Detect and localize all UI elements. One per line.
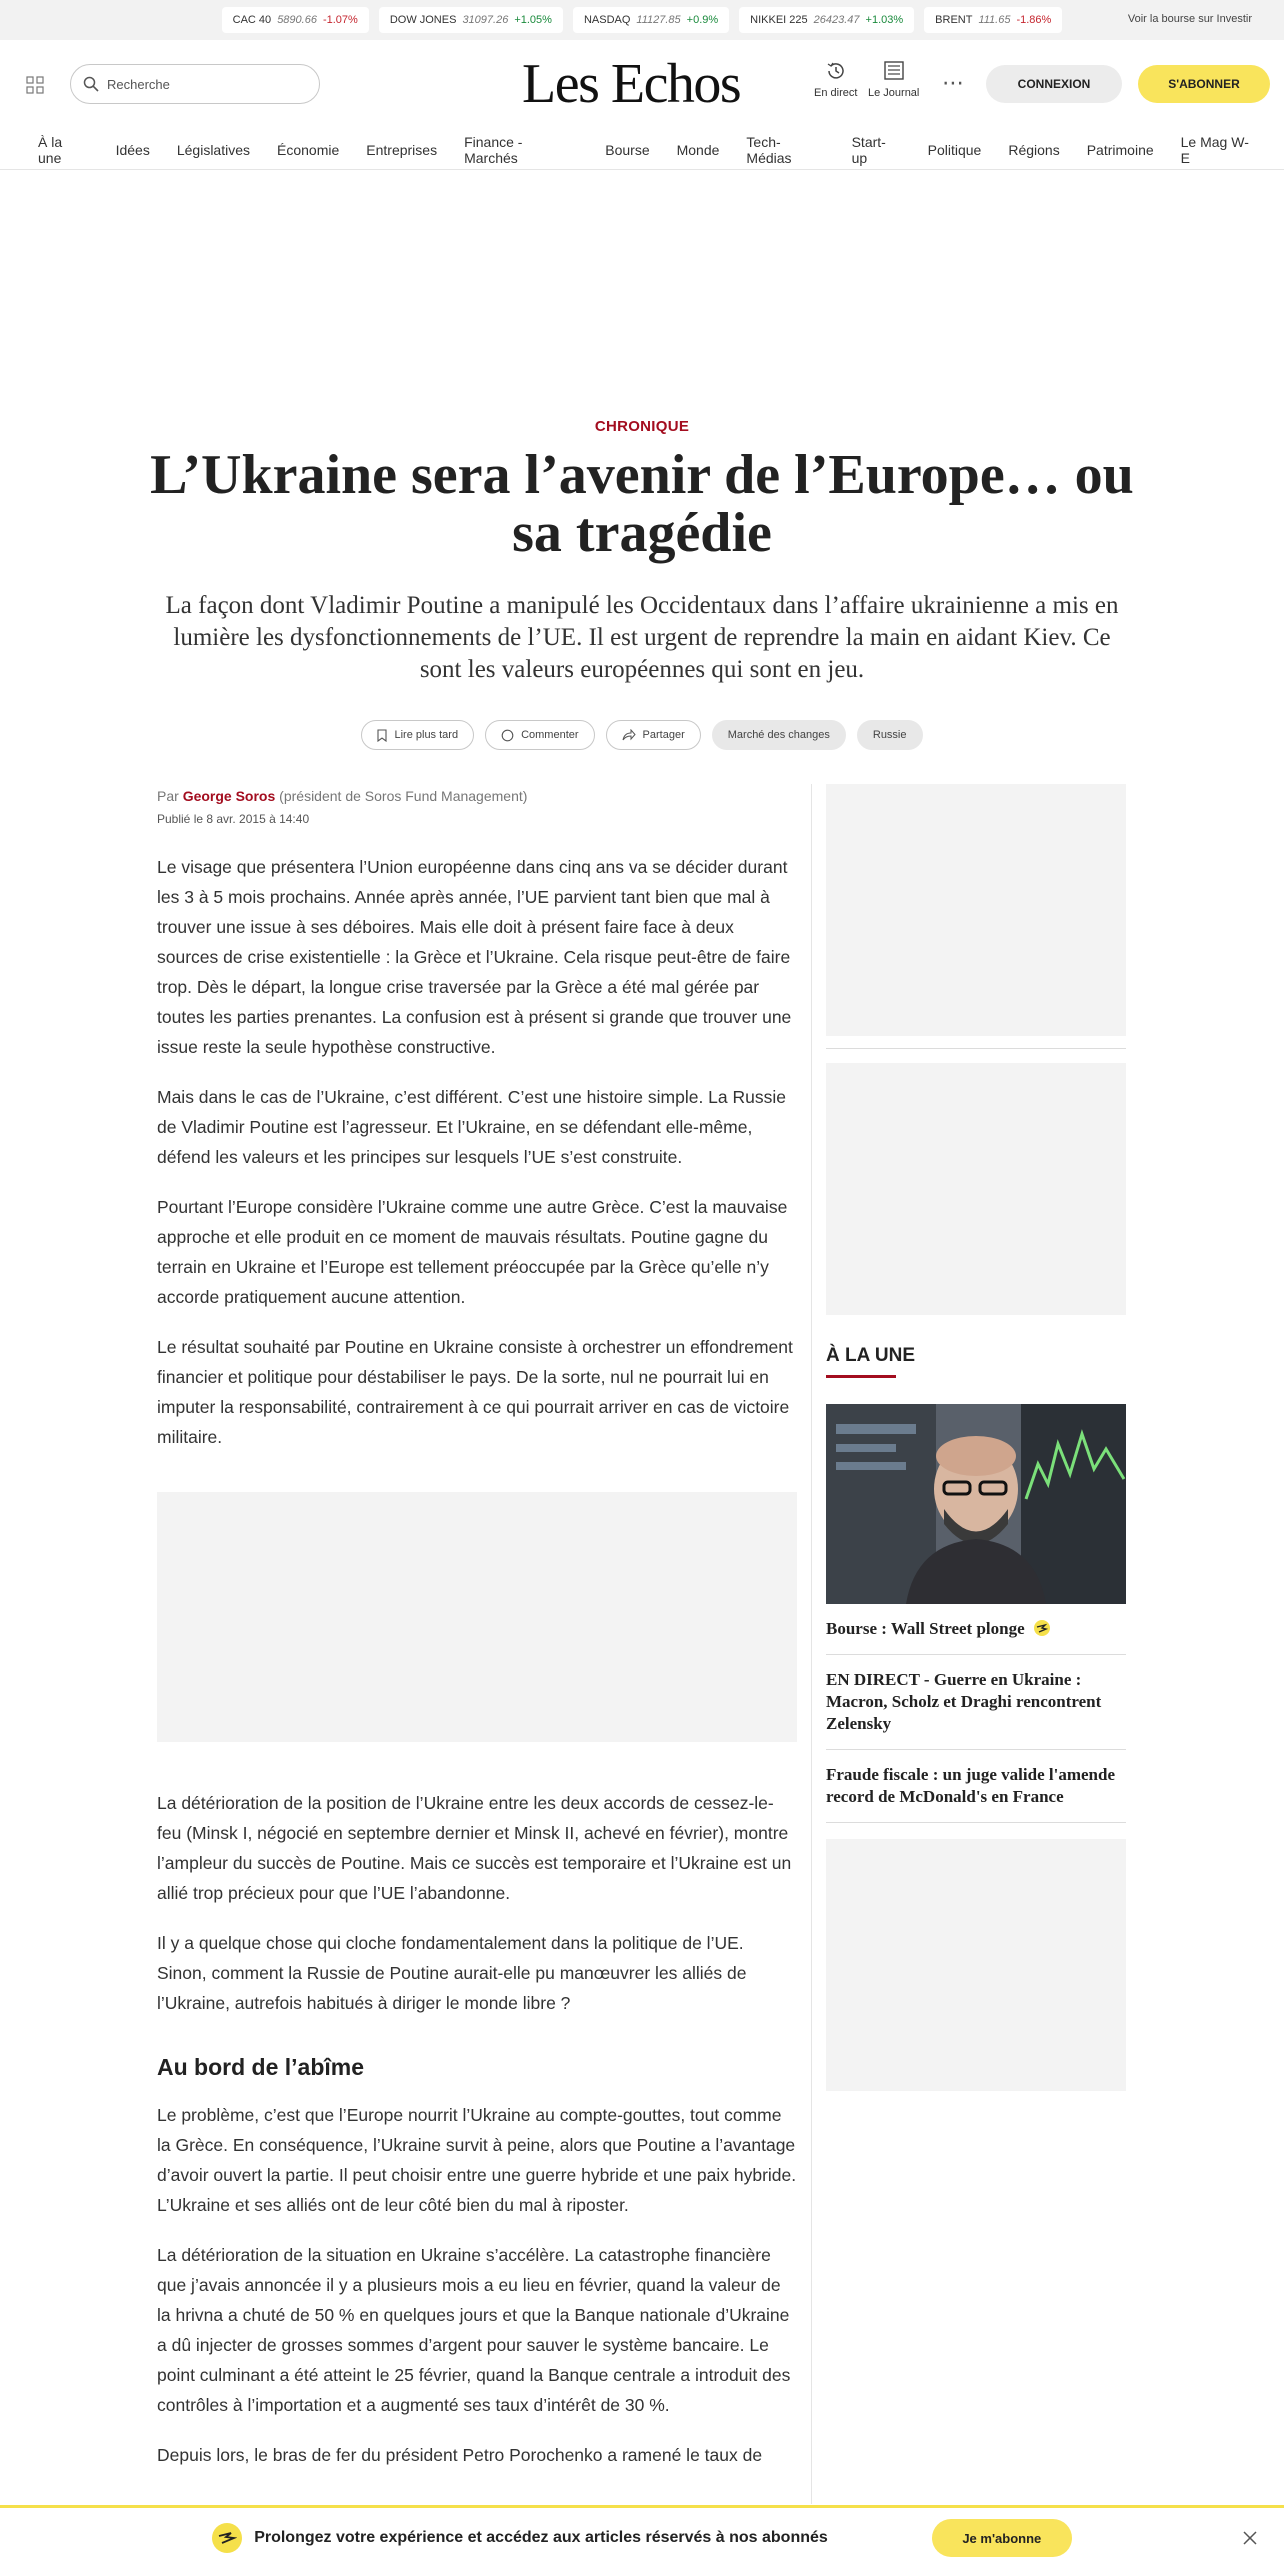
read-later-label: Lire plus tard bbox=[394, 729, 459, 741]
ticker-item[interactable] bbox=[573, 7, 729, 33]
login-button[interactable]: CONNEXION bbox=[986, 65, 1122, 103]
share-label: Partager bbox=[642, 729, 685, 741]
trader-photo[interactable] bbox=[826, 1404, 1126, 1604]
article-paragraph: La détérioration de la situation en Ukraine s’accélère. La catastrophe financière que j’avais annoncée il y a plusieurs mois a eu lieu en février, quand la valeur de la hrivna a chuté de 50 % en quelques jours et que la Banque nationale d’Ukraine a dû injecter de grosses sommes d’argent pour sauver le système bancaire. Le point culminant a été atteint le 25 février, quand la Banque centrale a introduit des contrôles à l’importation et a augmenté ses taux d’intérêt de 30 %. bbox=[157, 2245, 791, 2415]
publish-date: Publié le 8 avr. 2015 à 14:40 bbox=[157, 812, 310, 826]
sidebar-ad-placeholder bbox=[826, 1839, 1126, 2091]
ticker-item[interactable] bbox=[739, 7, 914, 33]
newspaper-icon bbox=[882, 60, 906, 82]
ticker-value: 31097.26 bbox=[462, 14, 509, 26]
ticker-item[interactable] bbox=[379, 7, 563, 33]
premium-badge-icon bbox=[1033, 1619, 1051, 1637]
search-box[interactable] bbox=[70, 64, 320, 104]
article-title: L’Ukraine sera l’avenir de l’Europe… ou sa tragédie bbox=[150, 444, 1134, 564]
ticker-name: CAC 40 bbox=[232, 14, 272, 26]
main-nav bbox=[0, 130, 1284, 170]
banner-subscribe-button[interactable]: Je m'abonne bbox=[932, 2519, 1072, 2557]
premium-badge-icon bbox=[212, 2523, 242, 2553]
article-lede: La façon dont Vladimir Poutine a manipulé les Occidentaux dans l’affaire ukrainienne a mis en lumière les dysfonctionnements de l’UE. Il est urgent de reprendre la main en aidant Kiev. Ce sont les valeurs européennes qui sont en jeu. bbox=[165, 592, 1119, 683]
nav-item[interactable]: Politique bbox=[927, 141, 982, 158]
nav-item[interactable]: Patrimoine bbox=[1086, 141, 1154, 158]
ticker-item[interactable] bbox=[924, 7, 1062, 33]
live-label: En direct bbox=[814, 87, 858, 99]
tag-pill[interactable]: Russie bbox=[857, 720, 923, 750]
sidebar bbox=[826, 784, 1126, 2091]
heading-underline bbox=[826, 1375, 896, 1378]
sidebar-ad-placeholder bbox=[826, 784, 1126, 1036]
article-paragraph: Le visage que présentera l’Union européenne dans cinq ans va se décider durant les 3 à 5 mois prochains. Année après année, l’UE parvient tant bien que mal à trouver une issue à ses déboires. Mais elle doit à présent faire face à deux sources de crise existentielle : la Grèce et l’Ukraine. Cela risque peut-être de faire trop. Dès le départ, la longue crise traversée par la Grèce a été mal gérée par toutes les parties prenantes. La confusion est à présent si grande que trouver une issue reste la seule hypothèse constructive. bbox=[157, 857, 792, 1057]
ticker-value: 111.65 bbox=[978, 14, 1011, 26]
ticker-name: NASDAQ bbox=[583, 14, 631, 26]
trader-illustration bbox=[826, 1404, 1126, 1604]
ticker-item[interactable] bbox=[222, 7, 369, 33]
nav-item[interactable]: Start-up bbox=[851, 133, 886, 166]
ticker-name: NIKKEI 225 bbox=[750, 14, 808, 26]
ticker-value: 11127.85 bbox=[636, 14, 681, 26]
divider bbox=[826, 1048, 1126, 1049]
author-role: (président de Soros Fund Management) bbox=[279, 788, 528, 804]
comment-icon bbox=[501, 729, 514, 742]
ticker-change: +1.03% bbox=[865, 14, 904, 26]
nav-item[interactable]: Bourse bbox=[605, 141, 650, 158]
article-paragraph: La détérioration de la position de l’Ukraine entre les deux accords de cessez-le-feu (Minsk I, négocié en septembre dernier et Minsk II, achevé en février), montre l’ampleur du succès de Poutine. Mais ce succès est temporaire et l’Ukraine est un allié trop précieux pour que l’UE l’abandonne. bbox=[157, 1793, 792, 1903]
headline-text: Bourse : Wall Street plonge bbox=[826, 1619, 1025, 1638]
article-actions bbox=[0, 720, 1284, 750]
share-button[interactable] bbox=[606, 720, 701, 750]
article-paragraph: Pourtant l’Europe considère l’Ukraine comme une autre Grèce. C’est la mauvaise approche et elle produit en ce moment de mauvais résultats. Poutine gagne du terrain en Ukraine et l’Europe est tellement préoccupée par la Grèce qu’elle n’y accorde pratiquement aucune attention. bbox=[157, 1197, 788, 1307]
ticker-value: 5890.66 bbox=[277, 14, 317, 26]
read-later-button[interactable] bbox=[361, 720, 474, 750]
une-heading: À LA UNE bbox=[826, 1345, 916, 1366]
column-divider bbox=[811, 784, 812, 2504]
live-button[interactable] bbox=[814, 60, 857, 99]
bookmark-icon bbox=[377, 729, 387, 742]
ticker-change: -1.86% bbox=[1016, 14, 1052, 26]
article-paragraph: Mais dans le cas de l’Ukraine, c’est différent. C’est une histoire simple. La Russie de Vladimir Poutine est l’agresseur. Et l’Ukraine, en se défendant elle-même, défend les valeurs et les principes sur lesquels l’UE s’est construite. bbox=[157, 1087, 786, 1167]
grid-menu-icon[interactable] bbox=[26, 76, 44, 94]
article-kicker[interactable]: CHRONIQUE bbox=[594, 418, 690, 435]
article-paragraph: Le problème, c’est que l’Europe nourrit l’Ukraine au compte-gouttes, tout comme la Grèce. En conséquence, l’Ukraine survit à peine, alors que Poutine a l’avantage d’avoir ouvert la partie. Il peut choisir entre une guerre hybride et une paix hybride. L’Ukraine et ses alliés ont de leur côté bien du mal à riposter. bbox=[157, 2105, 797, 2215]
journal-label: Le Journal bbox=[868, 87, 920, 99]
market-ticker bbox=[0, 0, 1284, 40]
article-subheading: Au bord de l’abîme bbox=[157, 2054, 365, 2080]
ticker-change: -1.07% bbox=[322, 14, 358, 26]
une-headline-link[interactable] bbox=[826, 1604, 1126, 1655]
nav-item[interactable]: À la une bbox=[38, 133, 63, 166]
inline-ad-placeholder bbox=[157, 1492, 797, 1742]
invest-link[interactable]: Voir la bourse sur Investir bbox=[1127, 13, 1252, 25]
subscribe-button[interactable]: S'ABONNER bbox=[1138, 65, 1270, 103]
ticker-name: BRENT bbox=[935, 14, 973, 26]
nav-item[interactable]: Monde bbox=[676, 141, 720, 158]
search-icon bbox=[83, 76, 99, 92]
banner-text: Prolongez votre expérience et accédez aux articles réservés à nos abonnés bbox=[254, 2529, 828, 2546]
une-headline-link[interactable]: Fraude fiscale : un juge valide l'amende record de McDonald's en France bbox=[826, 1750, 1126, 1823]
ticker-change: +0.9% bbox=[686, 14, 719, 26]
more-icon[interactable]: ⋯ bbox=[942, 70, 965, 95]
search-input[interactable] bbox=[107, 77, 297, 92]
ticker-value: 26423.47 bbox=[813, 14, 860, 26]
nav-item[interactable]: Économie bbox=[277, 141, 340, 158]
article-paragraph: Il y a quelque chose qui cloche fondamentalement dans la politique de l’UE. Sinon, comment la Russie de Poutine aurait-elle pu manœuvrer les alliés de l’Ukraine, autrefois habitués à diriger le monde libre ? bbox=[157, 1933, 747, 2013]
nav-item[interactable]: Idées bbox=[115, 141, 150, 158]
close-icon[interactable] bbox=[1242, 2530, 1258, 2546]
comment-button[interactable] bbox=[485, 720, 594, 750]
sidebar-ad-placeholder bbox=[826, 1063, 1126, 1315]
clock-icon bbox=[825, 60, 847, 82]
nav-item[interactable]: Entreprises bbox=[366, 141, 438, 158]
byline-prefix: Par bbox=[157, 788, 179, 804]
nav-item[interactable]: Régions bbox=[1008, 141, 1060, 158]
une-headline-link[interactable]: EN DIRECT - Guerre en Ukraine : Macron, Scholz et Draghi rencontrent Zelensky bbox=[826, 1655, 1126, 1750]
author-link[interactable]: George Soros bbox=[182, 788, 276, 804]
ticker-change: +1.05% bbox=[514, 14, 552, 26]
nav-item[interactable]: Tech-Médias bbox=[746, 133, 792, 166]
share-icon bbox=[622, 729, 636, 741]
byline bbox=[157, 788, 527, 804]
subscription-banner bbox=[0, 2505, 1284, 2568]
article-paragraph: Le résultat souhaité par Poutine en Ukraine consiste à orchestrer un effondrement financier et politique pour déstabiliser le pays. De la sorte, nul ne pourrait lui en imputer la responsabilité, contrairement à ce qui pourrait arriver en cas de victoire militaire. bbox=[157, 1337, 793, 1447]
comment-label: Commenter bbox=[521, 729, 579, 741]
nav-item[interactable]: Le Mag W-E bbox=[1180, 133, 1249, 166]
article-body bbox=[157, 852, 797, 2490]
article-paragraph: Depuis lors, le bras de fer du président Petro Porochenko a ramené le taux de bbox=[157, 2445, 763, 2465]
nav-item[interactable]: Législatives bbox=[176, 141, 250, 158]
nav-item[interactable]: Finance - Marchés bbox=[464, 133, 523, 166]
site-logo[interactable]: Les Echos bbox=[522, 53, 741, 115]
tag-pill[interactable]: Marché des changes bbox=[712, 720, 846, 750]
journal-button[interactable] bbox=[868, 60, 919, 99]
ticker-name: DOW JONES bbox=[389, 14, 457, 26]
